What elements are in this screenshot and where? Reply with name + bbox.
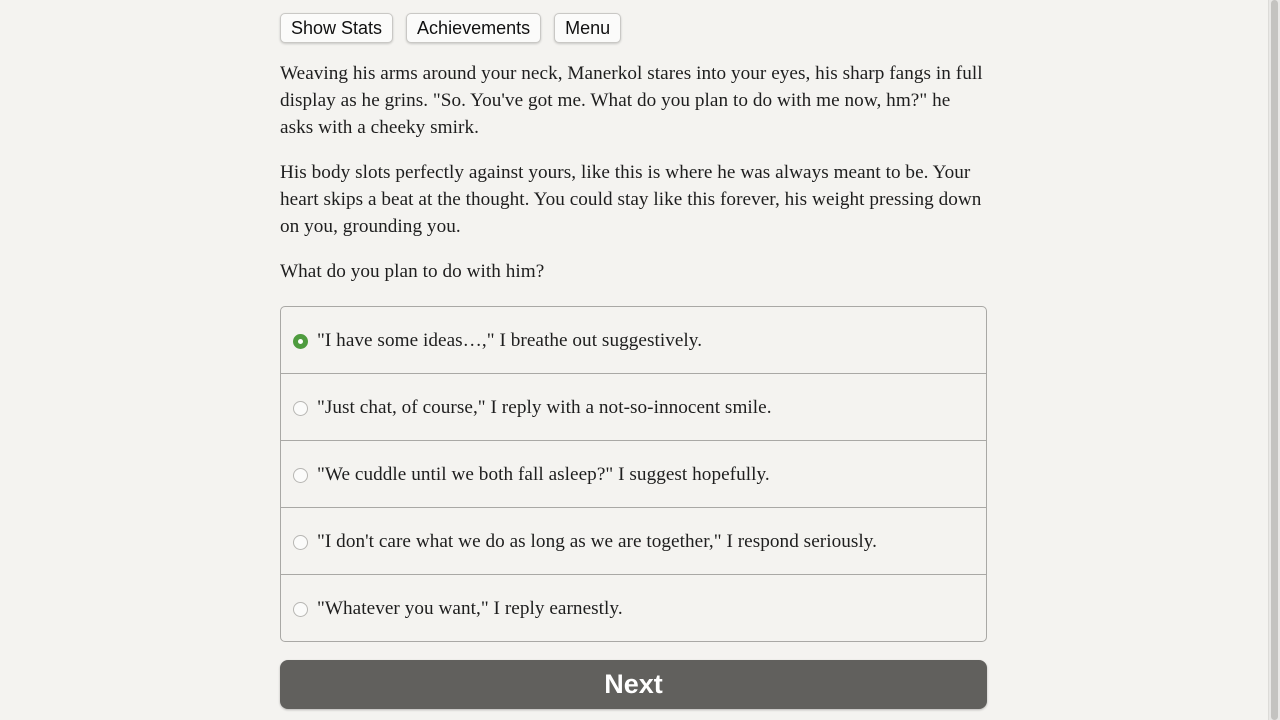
radio-unselected-icon[interactable] — [293, 401, 308, 416]
next-button[interactable]: Next — [280, 660, 987, 709]
show-stats-button[interactable]: Show Stats — [280, 13, 393, 43]
choice-label: "Just chat, of course," I reply with a not-so-innocent smile. — [317, 396, 772, 418]
choice-option[interactable] — [281, 574, 986, 641]
story-paragraph: Weaving his arms around your neck, Manerkol stares into your eyes, his sharp fangs in full display as he grins. "So. You've got me. What do you plan to do with me now, hm?" he asks with a cheeky smirk. — [280, 63, 983, 138]
choice-label: "Whatever you want," I reply earnestly. — [317, 597, 623, 619]
choice-list — [280, 306, 987, 642]
radio-selected-icon[interactable] — [293, 334, 308, 349]
choice-option[interactable] — [281, 307, 986, 373]
choice-option[interactable] — [281, 507, 986, 574]
choice-label: "I have some ideas…," I breathe out suggestively. — [317, 329, 703, 351]
story-question: What do you plan to do with him? — [280, 261, 545, 282]
choice-option[interactable] — [281, 373, 986, 440]
game-content — [280, 13, 987, 709]
toolbar — [280, 13, 987, 43]
achievements-button[interactable]: Achievements — [406, 13, 541, 43]
menu-button[interactable]: Menu — [554, 13, 621, 43]
radio-unselected-icon[interactable] — [293, 602, 308, 617]
page-scrollbar[interactable] — [1268, 0, 1280, 720]
radio-unselected-icon[interactable] — [293, 468, 308, 483]
choice-label: "I don't care what we do as long as we are together," I respond seriously. — [317, 530, 878, 552]
choice-option[interactable] — [281, 440, 986, 507]
radio-unselected-icon[interactable] — [293, 535, 308, 550]
scrollbar-thumb[interactable] — [1271, 0, 1278, 720]
story-paragraph: His body slots perfectly against yours, like this is where he was always meant to be. Your heart skips a beat at the thought. You could stay like this forever, his weight pressing down on you, grounding you. — [280, 162, 982, 237]
choice-label: "We cuddle until we both fall asleep?" I suggest hopefully. — [317, 463, 770, 485]
